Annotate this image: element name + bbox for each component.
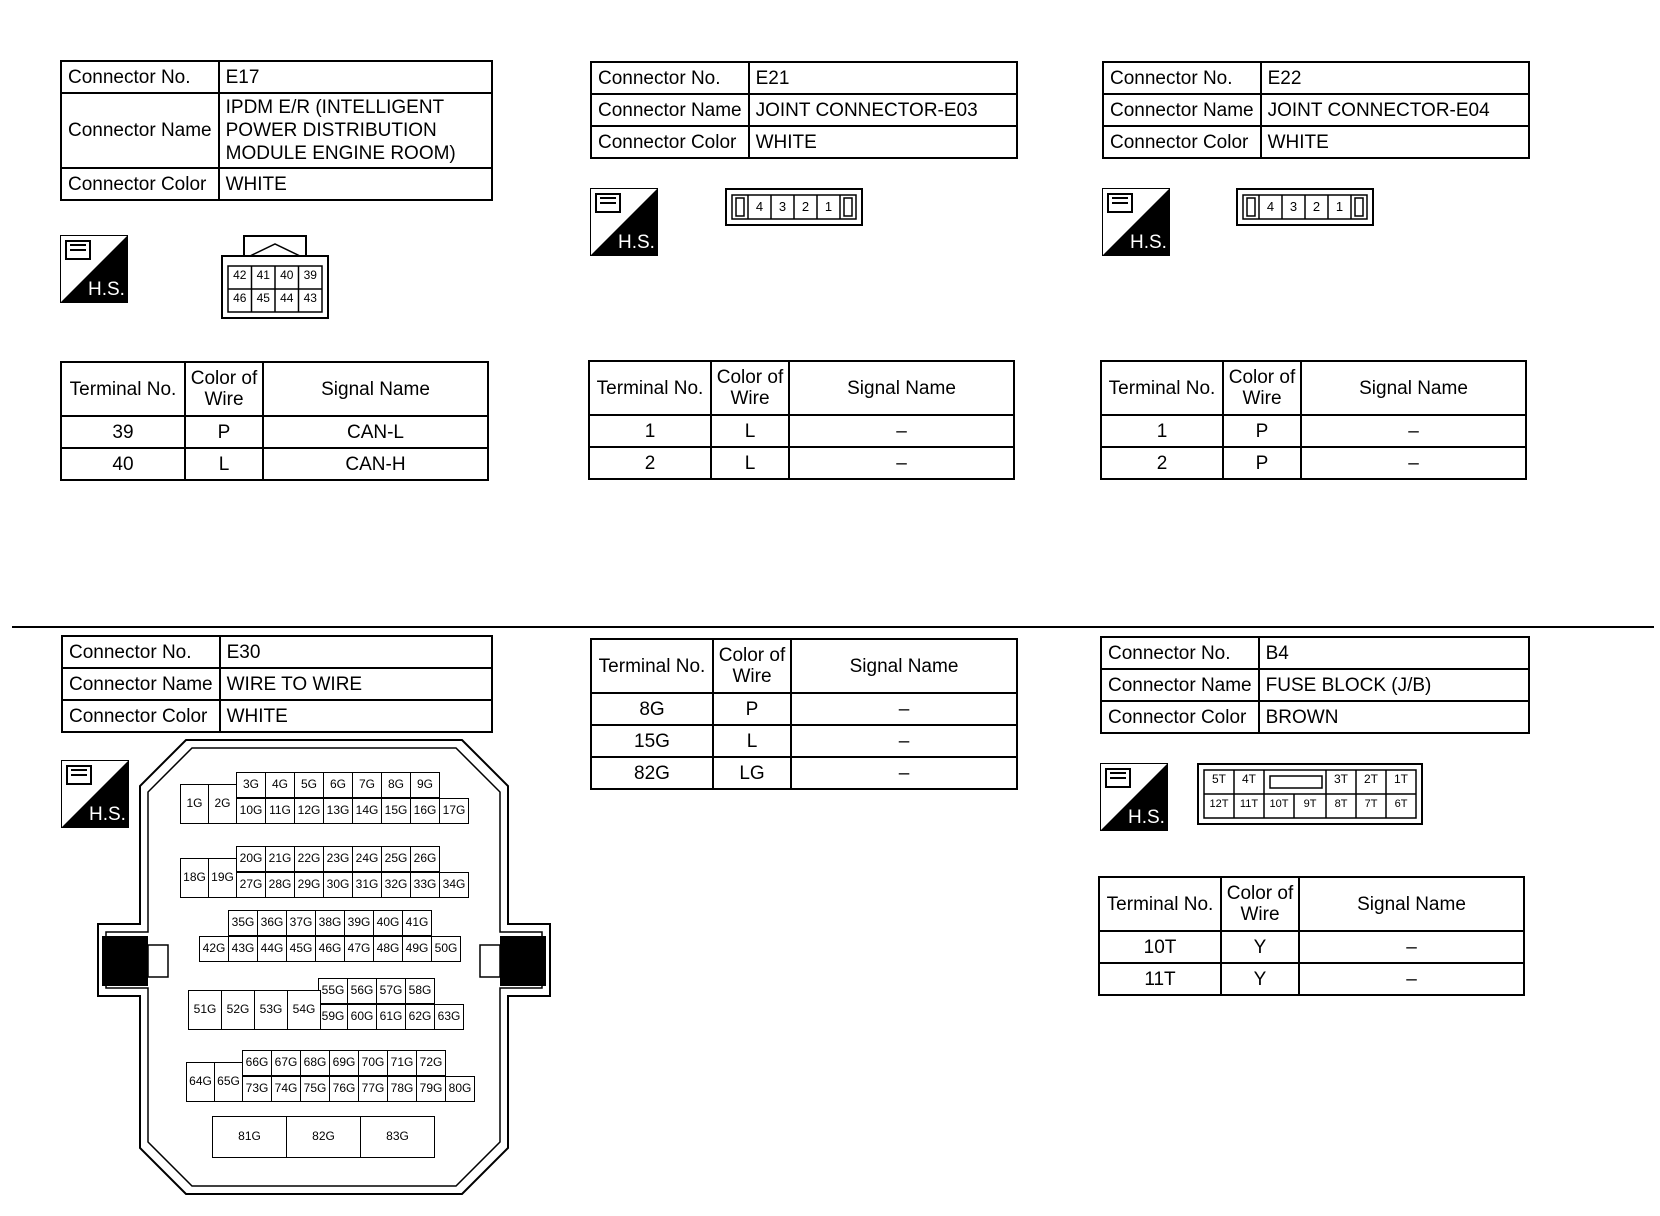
th-wire-1: Color of xyxy=(716,367,784,388)
cavity: 7G xyxy=(352,772,382,798)
cell: 11T xyxy=(1099,963,1221,995)
pin: 43 xyxy=(303,291,317,305)
e30-label-no: Connector No. xyxy=(62,636,220,668)
e17-info-table xyxy=(60,60,493,201)
pin: 2 xyxy=(1312,199,1321,214)
th-wire-1: Color of xyxy=(1228,367,1296,388)
section-divider xyxy=(12,626,1654,628)
th-terminal-no: Terminal No. xyxy=(589,361,711,415)
b4-terminal-table xyxy=(1098,876,1525,996)
e22-label-no: Connector No. xyxy=(1103,62,1261,94)
cavity: 32G xyxy=(381,872,411,898)
cell: LG xyxy=(713,757,791,789)
th-signal: Signal Name xyxy=(791,639,1017,693)
pin: 10T xyxy=(1269,798,1289,810)
e22-info-table xyxy=(1102,61,1530,159)
cell: 1 xyxy=(1101,415,1223,447)
table-row xyxy=(61,448,488,480)
cell: P xyxy=(713,693,791,725)
cavity: 23G xyxy=(323,846,353,872)
cavity: 43G xyxy=(228,936,258,962)
hs-label: H.S. xyxy=(88,279,125,300)
cell: – xyxy=(791,725,1017,757)
th-wire xyxy=(711,361,789,415)
th-wire xyxy=(185,362,263,416)
cavity: 39G xyxy=(344,910,374,936)
cavity: 40G xyxy=(373,910,403,936)
pin: 41 xyxy=(256,268,270,282)
b4-label-color: Connector Color xyxy=(1101,701,1259,733)
cavity: 33G xyxy=(410,872,440,898)
pin: 45 xyxy=(256,291,270,305)
e22-color: WHITE xyxy=(1261,126,1529,158)
cavity: 62G xyxy=(405,1004,435,1030)
pin: 39 xyxy=(303,268,317,282)
cavity: 73G xyxy=(242,1076,272,1102)
cell: – xyxy=(1301,447,1526,479)
pin: 3 xyxy=(1289,199,1298,214)
th-wire-1: Color of xyxy=(190,368,258,389)
cell: P xyxy=(1223,447,1301,479)
e22-label-name: Connector Name xyxy=(1103,94,1261,126)
cell: L xyxy=(713,725,791,757)
cavity: 17G xyxy=(439,798,469,824)
cavity: 78G xyxy=(387,1076,417,1102)
b4-label-no: Connector No. xyxy=(1101,637,1259,669)
cavity: 25G xyxy=(381,846,411,872)
cavity: 72G xyxy=(416,1050,446,1076)
b4-name: FUSE BLOCK (J/B) xyxy=(1259,669,1529,701)
cell: – xyxy=(789,415,1014,447)
cavity: 34G xyxy=(439,872,469,898)
cell: L xyxy=(711,447,789,479)
cell: 1 xyxy=(589,415,711,447)
table-row xyxy=(61,416,488,448)
cell: CAN-L xyxy=(263,416,488,448)
cell: L xyxy=(185,448,263,480)
cell: P xyxy=(185,416,263,448)
e21-pins xyxy=(748,199,840,214)
cavity: 19G xyxy=(208,858,237,898)
th-terminal-no: Terminal No. xyxy=(1099,877,1221,931)
pin: 40 xyxy=(280,268,294,282)
table-row xyxy=(1099,963,1524,995)
b4-color: BROWN xyxy=(1259,701,1529,733)
cavity: 10G xyxy=(236,798,266,824)
pin: 9T xyxy=(1303,798,1317,810)
table-row xyxy=(1101,447,1526,479)
cavity: 63G xyxy=(434,1004,464,1030)
cavity: 21G xyxy=(265,846,295,872)
e17-name-line-1: IPDM E/R (INTELLIGENT xyxy=(225,97,445,118)
pin: 5T xyxy=(1211,772,1226,786)
th-signal: Signal Name xyxy=(1301,361,1526,415)
b4-label-name: Connector Name xyxy=(1101,669,1259,701)
e17-label-name: Connector Name xyxy=(61,93,219,168)
th-signal: Signal Name xyxy=(1299,877,1524,931)
e30-color: WHITE xyxy=(220,700,492,732)
th-wire-2: Wire xyxy=(1242,388,1282,409)
cell: Y xyxy=(1221,963,1299,995)
e30-info-table xyxy=(61,635,493,733)
th-terminal-no: Terminal No. xyxy=(61,362,185,416)
cell: 40 xyxy=(61,448,185,480)
cavity: 50G xyxy=(431,936,461,962)
table-row xyxy=(1101,415,1526,447)
pin: 46 xyxy=(233,291,247,305)
cavity: 30G xyxy=(323,872,353,898)
cavity: 65G xyxy=(214,1062,243,1102)
cavity: 69G xyxy=(329,1050,359,1076)
cell: 10T xyxy=(1099,931,1221,963)
th-wire-1: Color of xyxy=(1226,883,1294,904)
cell: CAN-H xyxy=(263,448,488,480)
hs-icon xyxy=(1100,763,1168,831)
e22-pins xyxy=(1259,199,1351,214)
e17-name-line-2: POWER DISTRIBUTION xyxy=(225,120,437,141)
th-wire xyxy=(713,639,791,693)
cell: – xyxy=(791,693,1017,725)
hs-icon xyxy=(60,235,128,303)
hs-label: H.S. xyxy=(1130,232,1167,253)
th-terminal-no: Terminal No. xyxy=(1101,361,1223,415)
cell: 8G xyxy=(591,693,713,725)
e17-name-line-3: MODULE ENGINE ROOM) xyxy=(225,143,456,164)
th-wire-2: Wire xyxy=(730,388,770,409)
e22-no: E22 xyxy=(1261,62,1529,94)
cavity: 53G xyxy=(254,990,288,1030)
cavity: 44G xyxy=(257,936,287,962)
th-terminal-no: Terminal No. xyxy=(591,639,713,693)
cell: 82G xyxy=(591,757,713,789)
th-signal: Signal Name xyxy=(789,361,1014,415)
th-wire xyxy=(1221,877,1299,931)
pin: 7T xyxy=(1364,798,1378,810)
e17-label-no: Connector No. xyxy=(61,61,219,93)
e21-no: E21 xyxy=(749,62,1017,94)
cavity: 1G xyxy=(180,784,209,824)
cavity: 81G xyxy=(212,1116,287,1158)
e21-label-color: Connector Color xyxy=(591,126,749,158)
e30-name: WIRE TO WIRE xyxy=(220,668,492,700)
cell: – xyxy=(791,757,1017,789)
pin: 1T xyxy=(1393,772,1408,786)
cavity: 27G xyxy=(236,872,266,898)
e17-no: E17 xyxy=(219,61,492,93)
table-row xyxy=(1099,931,1524,963)
e17-terminal-table xyxy=(60,361,489,481)
cavity: 49G xyxy=(402,936,432,962)
cavity: 60G xyxy=(347,1004,377,1030)
pin: 2T xyxy=(1363,772,1378,786)
pin: 3 xyxy=(778,199,787,214)
hs-label: H.S. xyxy=(1128,807,1165,828)
cavity: 61G xyxy=(376,1004,406,1030)
cavity: 48G xyxy=(373,936,403,962)
cavity: 28G xyxy=(265,872,295,898)
hs-label: H.S. xyxy=(89,804,126,825)
cavity: 80G xyxy=(445,1076,475,1102)
cavity: 42G xyxy=(199,936,229,962)
cell: – xyxy=(1301,415,1526,447)
e22-label-color: Connector Color xyxy=(1103,126,1261,158)
cavity: 66G xyxy=(242,1050,272,1076)
cavity: 37G xyxy=(286,910,316,936)
cell: P xyxy=(1223,415,1301,447)
e21-terminal-table xyxy=(588,360,1015,480)
pin: 4 xyxy=(755,199,764,214)
pin: 6T xyxy=(1394,798,1408,810)
th-wire-2: Wire xyxy=(1240,904,1280,925)
cavity: 64G xyxy=(186,1062,215,1102)
b4-no: B4 xyxy=(1259,637,1529,669)
cavity: 11G xyxy=(265,798,295,824)
cavity: 31G xyxy=(352,872,382,898)
cavity: 5G xyxy=(294,772,324,798)
cavity: 52G xyxy=(221,990,255,1030)
cell: – xyxy=(1299,931,1524,963)
b4-info-table xyxy=(1100,636,1530,734)
cell: 2 xyxy=(1101,447,1223,479)
cavity: 58G xyxy=(405,978,435,1004)
cavity: 9G xyxy=(410,772,440,798)
e30-label-name: Connector Name xyxy=(62,668,220,700)
th-wire xyxy=(1223,361,1301,415)
cell: – xyxy=(1299,963,1524,995)
cavity: 56G xyxy=(347,978,377,1004)
table-row xyxy=(591,693,1017,725)
e17-pins-bottom xyxy=(228,291,322,305)
e30-label-color: Connector Color xyxy=(62,700,220,732)
cell: L xyxy=(711,415,789,447)
pin: 4 xyxy=(1266,199,1275,214)
e21-label-no: Connector No. xyxy=(591,62,749,94)
th-wire-2: Wire xyxy=(732,666,772,687)
cavity: 83G xyxy=(360,1116,435,1158)
pin: 1 xyxy=(824,199,833,214)
cavity: 6G xyxy=(323,772,353,798)
e17-color: WHITE xyxy=(219,168,492,200)
cavity: 68G xyxy=(300,1050,330,1076)
e17-name xyxy=(219,93,492,168)
th-signal: Signal Name xyxy=(263,362,488,416)
pin: 42 xyxy=(233,268,247,282)
e22-name: JOINT CONNECTOR-E04 xyxy=(1261,94,1529,126)
cavity: 67G xyxy=(271,1050,301,1076)
pin: 1 xyxy=(1335,199,1344,214)
pin: 2 xyxy=(801,199,810,214)
e17-label-color: Connector Color xyxy=(61,168,219,200)
cell: 2 xyxy=(589,447,711,479)
table-row xyxy=(591,757,1017,789)
cavity: 14G xyxy=(352,798,382,824)
e17-pins-top xyxy=(228,268,322,282)
pin: 44 xyxy=(280,291,294,305)
table-row xyxy=(589,447,1014,479)
cavity: 15G xyxy=(381,798,411,824)
cavity: 79G xyxy=(416,1076,446,1102)
cavity: 12G xyxy=(294,798,324,824)
cavity: 16G xyxy=(410,798,440,824)
table-row xyxy=(589,415,1014,447)
cavity: 13G xyxy=(323,798,353,824)
pin: 8T xyxy=(1334,798,1348,810)
pin: 4T xyxy=(1241,772,1256,786)
cell: – xyxy=(789,447,1014,479)
cavity: 51G xyxy=(188,990,222,1030)
th-wire-2: Wire xyxy=(204,389,244,410)
cavity: 8G xyxy=(381,772,411,798)
cavity: 82G xyxy=(286,1116,361,1158)
cavity: 26G xyxy=(410,846,440,872)
cavity: 29G xyxy=(294,872,324,898)
cavity: 3G xyxy=(236,772,266,798)
hs-label: H.S. xyxy=(618,232,655,253)
cavity: 2G xyxy=(208,784,237,824)
table-row xyxy=(591,725,1017,757)
cavity: 55G xyxy=(318,978,348,1004)
cavity: 54G xyxy=(287,990,321,1030)
cavity: 24G xyxy=(352,846,382,872)
cavity: 45G xyxy=(286,936,316,962)
e30-no: E30 xyxy=(220,636,492,668)
cavity: 75G xyxy=(300,1076,330,1102)
cavity: 71G xyxy=(387,1050,417,1076)
cavity: 38G xyxy=(315,910,345,936)
cavity: 41G xyxy=(402,910,432,936)
cavity: 70G xyxy=(358,1050,388,1076)
cavity: 22G xyxy=(294,846,324,872)
cavity: 36G xyxy=(257,910,287,936)
cavity: 57G xyxy=(376,978,406,1004)
pin: 11T xyxy=(1239,798,1259,810)
hs-icon xyxy=(1102,188,1170,256)
e21-color: WHITE xyxy=(749,126,1017,158)
cavity: 76G xyxy=(329,1076,359,1102)
cavity: 20G xyxy=(236,846,266,872)
cell: Y xyxy=(1221,931,1299,963)
pin: 12T xyxy=(1209,798,1229,810)
cell: 15G xyxy=(591,725,713,757)
cavity: 47G xyxy=(344,936,374,962)
e21-name: JOINT CONNECTOR-E03 xyxy=(749,94,1017,126)
e30-terminal-table xyxy=(590,638,1018,790)
cavity: 46G xyxy=(315,936,345,962)
cavity: 4G xyxy=(265,772,295,798)
cavity: 74G xyxy=(271,1076,301,1102)
cavity: 35G xyxy=(228,910,258,936)
hs-icon xyxy=(590,188,658,256)
pin: 3T xyxy=(1333,772,1348,786)
e21-info-table xyxy=(590,61,1018,159)
cavity: 59G xyxy=(318,1004,348,1030)
th-wire-1: Color of xyxy=(718,645,786,666)
cavity: 18G xyxy=(180,858,209,898)
e22-terminal-table xyxy=(1100,360,1527,480)
e21-label-name: Connector Name xyxy=(591,94,749,126)
cell: 39 xyxy=(61,416,185,448)
cavity: 77G xyxy=(358,1076,388,1102)
